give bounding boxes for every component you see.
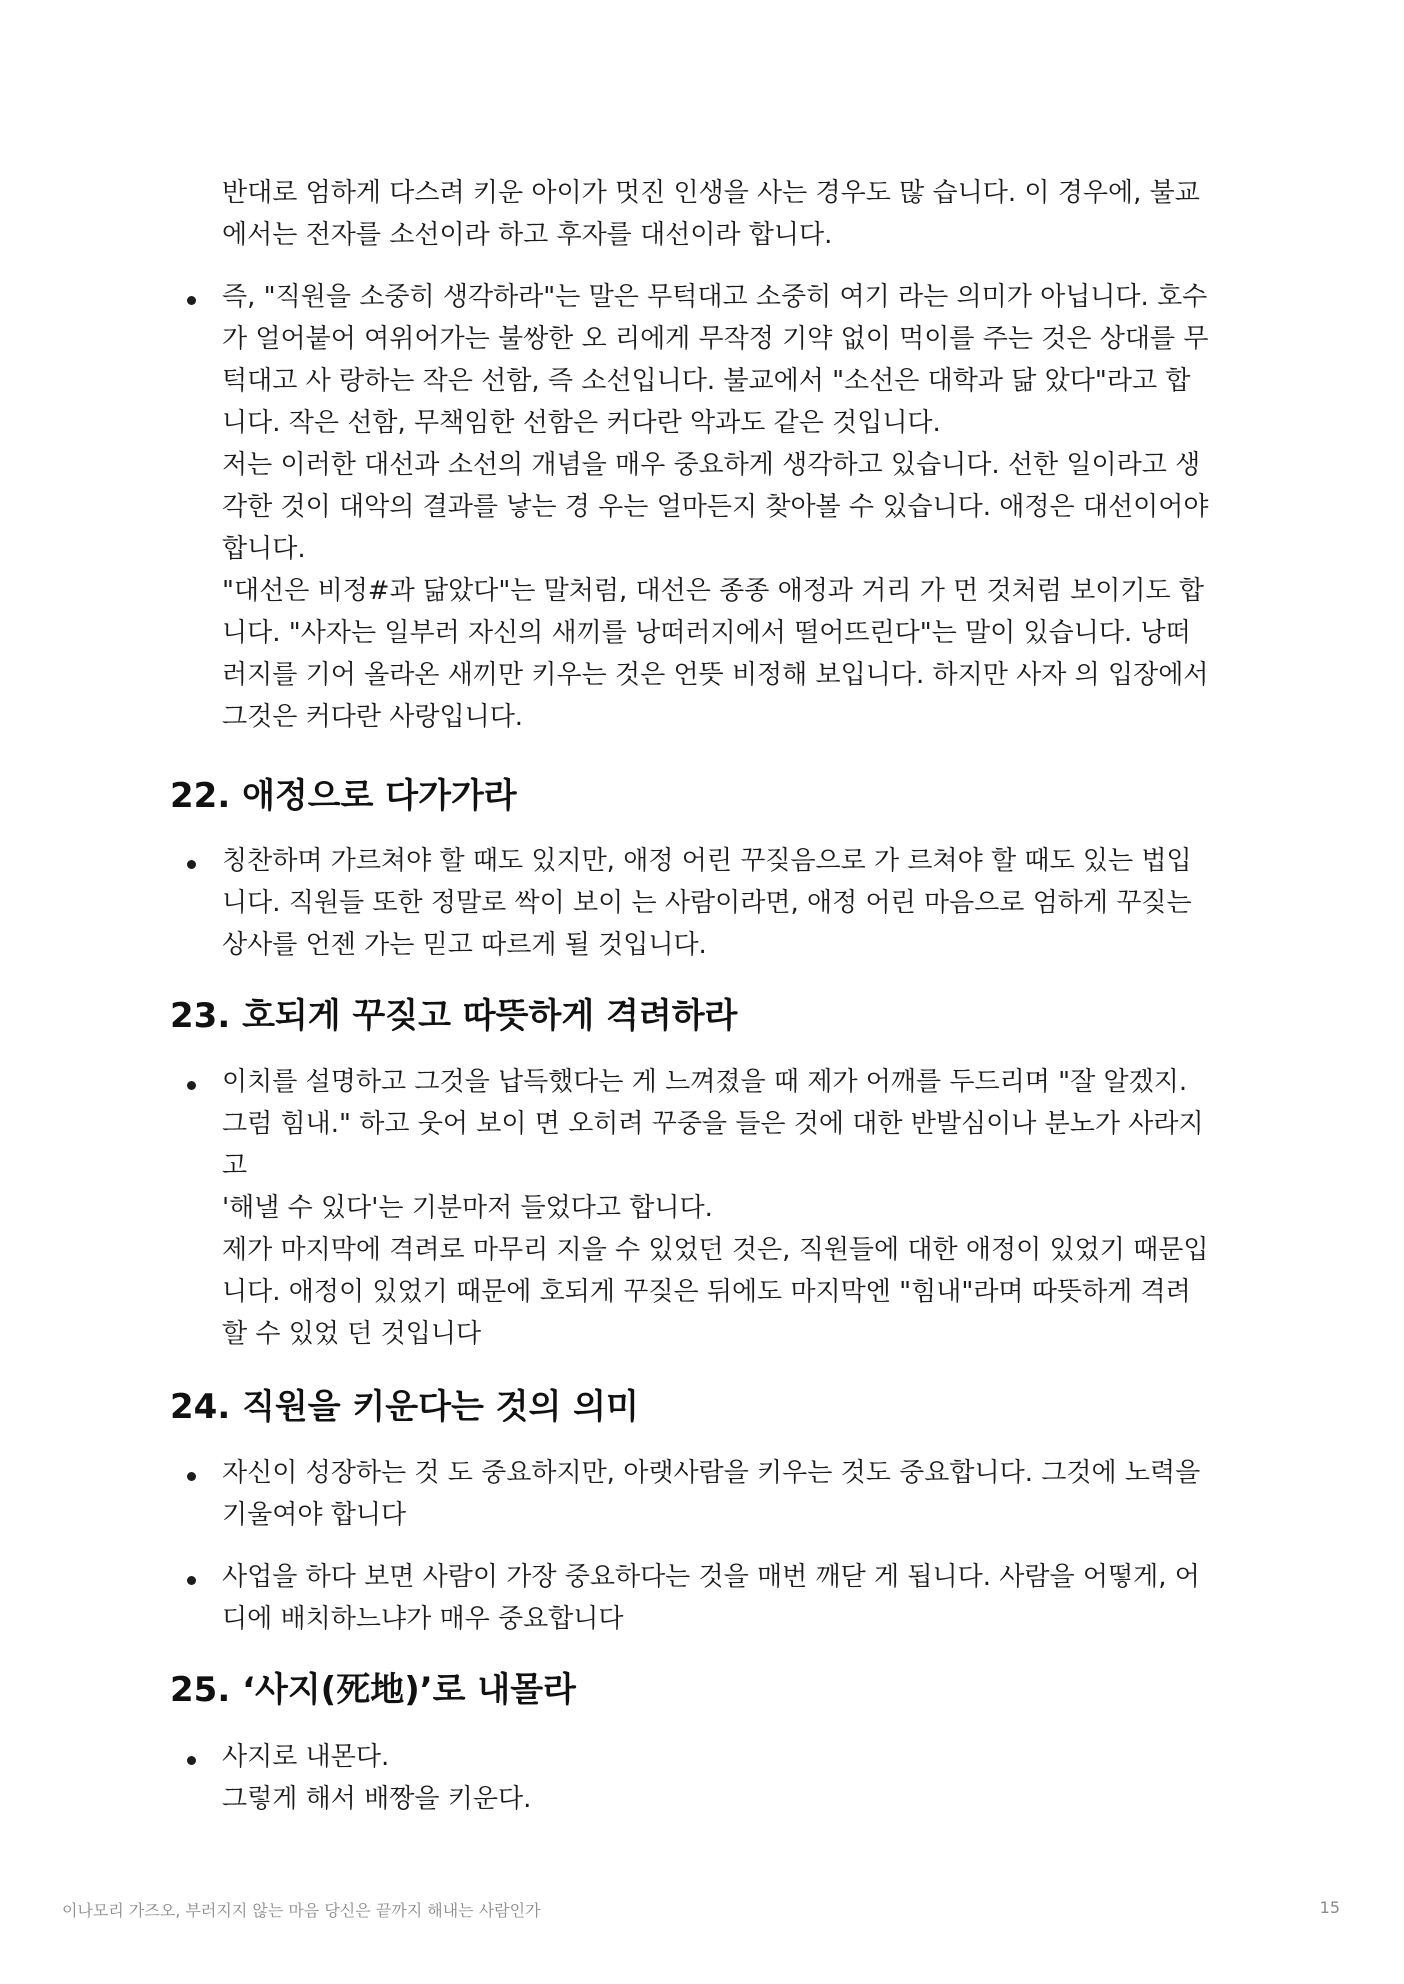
text-line: 니다. 작은 선함, 무책임한 선함은 커다란 악과도 같은 것입니다.	[222, 408, 941, 438]
text-line: 할 수 있었 던 것입니다	[222, 1319, 482, 1349]
text-line: 칭찬하며 가르쳐야 할 때도 있지만, 애정 어린 꾸짖음으로 가 르쳐야 할 때도 있는 법입	[222, 846, 1192, 876]
text-line: 상사를 언젠 가는 믿고 따르게 될 것입니다.	[222, 930, 707, 960]
text-line: 턱대고 사 랑하는 작은 선함, 즉 소선입니다. 불교에서 "소선은 대학과 닮 았다"라고 합	[222, 366, 1191, 396]
text-line: 가 얼어붙어 여위어가는 불쌍한 오 리에게 무작정 기약 없이 먹이를 주는 것은 상대를 무	[222, 324, 1209, 354]
text-line: 고	[222, 1151, 248, 1181]
bullet-icon	[187, 1576, 196, 1585]
text-line: 제가 마지막에 격려로 마무리 지을 수 있었던 것은, 직원들에 대한 애정이 있었기 때문입	[222, 1235, 1209, 1265]
text-line: 자신이 성장하는 것 도 중요하지만, 아랫사람을 키우는 것도 중요합니다. 그것에 노력을	[222, 1458, 1201, 1488]
bullet-item	[222, 1061, 1242, 1355]
text-line: 저는 이러한 대선과 소선의 개념을 매우 중요하게 생각하고 있습니다. 선한 일이라고 생	[222, 450, 1201, 480]
text-line: 니다. 직원들 또한 정말로 싹이 보이 는 사람이라면, 애정 어린 마음으로 엄하게 꾸짖는	[222, 888, 1192, 918]
text-line: 그것은 커다란 사랑입니다.	[222, 702, 524, 732]
bullet-item	[222, 1452, 1242, 1536]
text-line: 에서는 전자를 소선이라 하고 후자를 대선이라 합니다.	[222, 220, 833, 250]
section-heading: 23. 호되게 꾸짖고 따뜻하게 격려하라	[170, 996, 738, 1036]
section-heading: 22. 애정으로 다가가라	[170, 776, 517, 816]
bullet-item	[222, 840, 1242, 966]
text-line: 러지를 기어 올라온 새끼만 키우는 것은 언뜻 비정해 보입니다. 하지만 사자 의 입장에서	[222, 660, 1209, 690]
text-line: 니다. 애정이 있었기 때문에 호되게 꾸짖은 뒤에도 마지막엔 "힘내"라며 따뜻하게 격려	[222, 1277, 1191, 1307]
text-line: 각한 것이 대악의 결과를 낳는 경 우는 얼마든지 찾아볼 수 있습니다. 애정은 대선이어야	[222, 492, 1209, 522]
text-line: 디에 배치하느냐가 매우 중요합니다	[222, 1604, 624, 1634]
text-line: 기울여야 합니다	[222, 1500, 407, 1530]
bullet-icon	[187, 1756, 196, 1765]
bullet-item	[222, 1736, 1242, 1820]
bullet-item	[222, 1556, 1242, 1640]
text-line: 사지로 내몬다.	[222, 1742, 390, 1772]
footer-title: 이나모리 가즈오, 부러지지 않는 마음 당신은 끝까지 해내는 사람인가	[62, 1901, 541, 1920]
text-line: 그럼 힘내." 하고 웃어 보이 면 오히려 꾸중을 들은 것에 대한 반발심이나 분노가 사라지	[222, 1109, 1204, 1139]
bullet-icon	[187, 860, 196, 869]
section-heading: 25. ‘사지(死地)’로 내몰라	[170, 1670, 576, 1710]
text-line: 니다. "사자는 일부러 자신의 새끼를 낭떠러지에서 떨어뜨린다"는 말이 있습니다. 낭떠	[222, 618, 1191, 648]
text-line: 합니다.	[222, 534, 306, 564]
text-line: 사업을 하다 보면 사람이 가장 중요하다는 것을 매번 깨닫 게 됩니다. 사람을 어떻게, 어	[222, 1562, 1200, 1592]
section-heading: 24. 직원을 키운다는 것의 의미	[170, 1387, 639, 1427]
text-line: 이치를 설명하고 그것을 납득했다는 게 느껴졌을 때 제가 어깨를 두드리며 "잘 알겠지.	[222, 1067, 1188, 1097]
bullet-icon	[187, 1472, 196, 1481]
bullet-icon	[187, 296, 196, 305]
paragraph	[222, 172, 1242, 256]
bullet-item	[222, 276, 1242, 738]
bullet-icon	[187, 1081, 196, 1090]
text-line: "대선은 비정#과 닮았다"는 말처럼, 대선은 종종 애정과 거리 가 먼 것처럼 보이기도 합	[222, 576, 1204, 606]
text-line: 즉, "직원을 소중히 생각하라"는 말은 무턱대고 소중히 여기 라는 의미가 아닙니다. 호수	[222, 282, 1208, 312]
text-line: 그렇게 해서 배짱을 키운다.	[222, 1784, 532, 1814]
page-number: 15	[1319, 1898, 1340, 1917]
text-line: 반대로 엄하게 다스려 키운 아이가 멋진 인생을 사는 경우도 많 습니다. 이 경우에, 불교	[222, 178, 1200, 208]
text-line: '해낼 수 있다'는 기분마저 들었다고 합니다.	[222, 1193, 713, 1223]
